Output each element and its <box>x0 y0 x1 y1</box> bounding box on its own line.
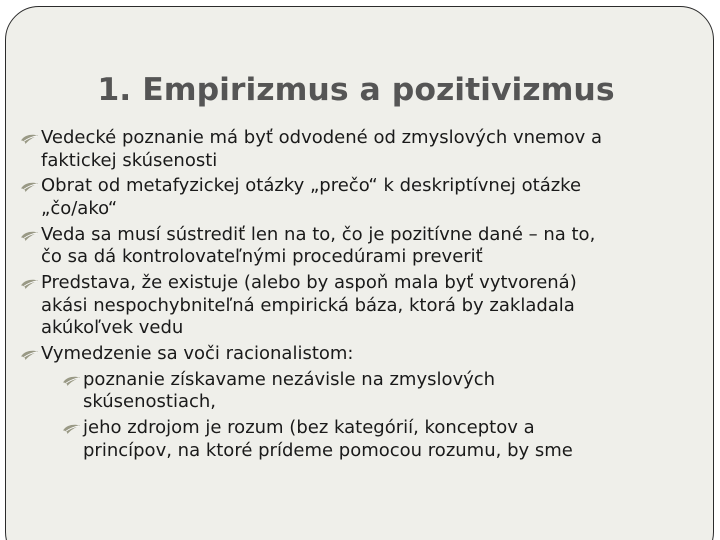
bullet-text-line: akási nespochybniteľná empirická báza, ktorá by zakladala <box>41 294 575 316</box>
bullet-item <box>0 224 720 269</box>
bullet-text-line: „čo/ako“ <box>41 197 118 219</box>
leaf-bullet-icon <box>20 181 39 193</box>
bullet-item <box>0 175 720 220</box>
bullet-text-line: skúsenostiach, <box>83 391 217 413</box>
sub-bullet-item <box>0 369 720 414</box>
bullet-text-line: Obrat od metafyzickej otázky „prečo“ k deskriptívnej otázke <box>41 175 582 197</box>
bullet-text-line: Vedecké poznanie má byť odvodené od zmyslových vnemov a <box>41 127 603 148</box>
bullet-text-line: Predstava, že existuje (alebo by aspoň mala byť vytvorená) <box>41 272 577 294</box>
bullet-text-line: akúkoľvek vedu <box>41 317 184 339</box>
bullet-list <box>0 127 720 466</box>
slide-title: 1. Empirizmus a pozitivizmus <box>97 72 615 108</box>
bullet-item <box>0 343 720 366</box>
bullet-text-line: princípov, na ktoré prídeme pomocou rozumu, by sme <box>83 439 573 461</box>
leaf-bullet-icon <box>20 230 39 242</box>
bullet-text-line: poznanie získavame nezávisle na zmyslových <box>83 368 496 390</box>
bullet-text-line: Vymedzenie sa voči racionalistom: <box>41 343 354 365</box>
leaf-bullet-icon <box>20 133 39 145</box>
bullet-text-line: faktickej skúsenosti <box>41 149 218 171</box>
bullet-text-line: jeho zdrojom je rozum (bez kategórií, konceptov a <box>83 417 535 439</box>
leaf-bullet-icon <box>62 375 81 387</box>
leaf-bullet-icon <box>20 278 39 290</box>
leaf-bullet-icon <box>62 423 81 435</box>
bullet-item <box>0 127 720 172</box>
leaf-bullet-icon <box>20 349 39 361</box>
bullet-text-line: čo sa dá kontrolovateľnými procedúrami preveriť <box>41 246 483 268</box>
bullet-item <box>0 272 720 340</box>
bullet-text-line: Veda sa musí sústrediť len na to, čo je pozitívne dané – na to, <box>41 223 596 245</box>
sub-bullet-item <box>0 417 720 462</box>
